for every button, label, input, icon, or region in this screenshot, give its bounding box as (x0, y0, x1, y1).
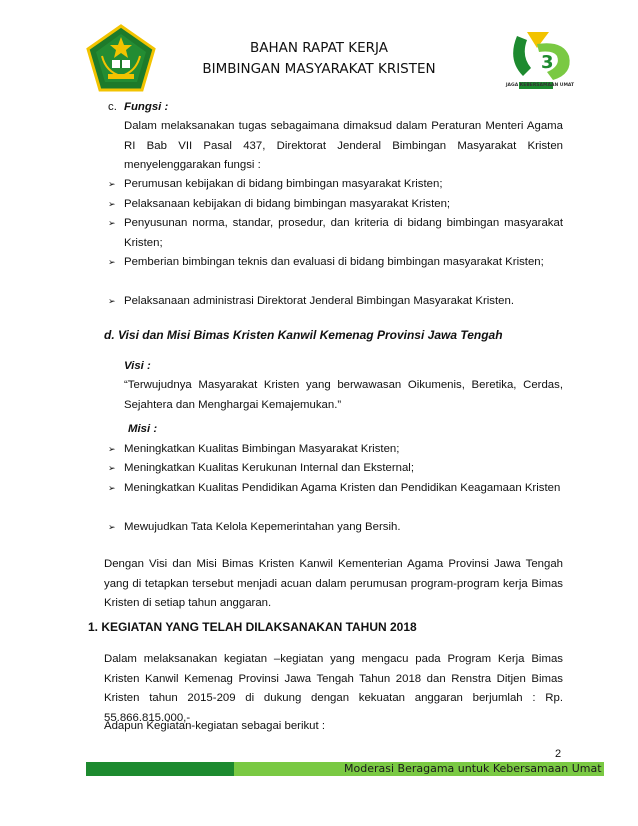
footer-tagline: Moderasi Beragama untuk Kebersamaan Umat (344, 762, 602, 775)
page-number: 2 (555, 748, 562, 760)
section-c-intro: Dalam melaksanakan tugas sebagaimana dimaksud dalam Peraturan Menteri Agama RI Bab VII Pasal 437, Direktorat Jenderal Bimbingan Masyarakat Kristen menyelenggarakan fungsi : (124, 120, 563, 171)
visi-text: “Terwujudnya Masyarakat Kristen yang berwawasan Oikumenis, Beretika, Cerdas, Sejahtera dan Menghargai Kemajemukan.” (124, 379, 563, 411)
misi-item: ➢ Meningkatkan Kualitas Bimbingan Masyarakat Kristen; (108, 440, 563, 460)
arrow-bullet-icon: ➢ (108, 483, 116, 493)
fungsi-item: ➢ Perumusan kebijakan di bidang bimbingan masyarakat Kristen; (108, 175, 563, 195)
arrow-bullet-icon: ➢ (108, 218, 116, 228)
arrow-bullet-icon: ➢ (108, 257, 116, 267)
kemenag-logo (86, 24, 156, 92)
anniversary-logo-caption: JAGA KEBERSAMAAN UMAT (505, 83, 575, 88)
misi-item: ➢ Meningkatkan Kualitas Pendidikan Agama Kristen dan Pendidikan Keagamaan Kristen (108, 479, 563, 499)
arrow-bullet-icon: ➢ (108, 463, 116, 473)
svg-text:3: 3 (541, 52, 554, 73)
fungsi-item: ➢ Pelaksanaan administrasi Direktorat Jenderal Bimbingan Masyarakat Kristen. (108, 292, 563, 312)
section-c-title: Fungsi : (124, 101, 169, 113)
arrow-bullet-icon: ➢ (108, 444, 116, 454)
section-1-paragraph-2: Adapun Kegiatan-kegiatan sebagai berikut : (104, 720, 326, 732)
arrow-bullet-icon: ➢ (108, 199, 116, 209)
visi-label: Visi : (124, 360, 151, 372)
section-d-closing: Dengan Visi dan Misi Bimas Kristen Kanwil Kementerian Agama Provinsi Jawa Tengah yang di tetapkan tersebut menjadi acuan dalam perumusan program-program kerja Bimas Kristen di setiap tahun anggaran. (104, 558, 563, 609)
fungsi-item: ➢ Penyusunan norma, standar, prosedur, dan kriteria di bidang bimbingan masyarakat Kristen; (108, 214, 563, 253)
section-c-label: c. (108, 101, 117, 113)
arrow-bullet-icon: ➢ (108, 522, 116, 532)
misi-label: Misi : (128, 423, 158, 435)
fungsi-item: ➢ Pemberian bimbingan teknis dan evaluasi di bidang bimbingan masyarakat Kristen; (108, 253, 563, 273)
header-title-line1: BAHAN RAPAT KERJA (249, 40, 389, 56)
section-1-title: 1. KEGIATAN YANG TELAH DILAKSANAKAN TAHUN 2018 (88, 620, 417, 634)
footer-bar-dark (86, 762, 234, 776)
arrow-bullet-icon: ➢ (108, 179, 116, 189)
anniversary-logo (497, 26, 583, 92)
misi-item: ➢ Mewujudkan Tata Kelola Kepemerintahan yang Bersih. (108, 518, 563, 538)
header-title-line2: BIMBINGAN MASYARAKAT KRISTEN (202, 61, 436, 77)
misi-item: ➢ Meningkatkan Kualitas Kerukunan Internal dan Eksternal; (108, 459, 563, 479)
arrow-bullet-icon: ➢ (108, 296, 116, 306)
section-1-paragraph: Dalam melaksanakan kegiatan –kegiatan yang mengacu pada Program Kerja Bimas Kristen Kanwil Kemenag Provinsi Jawa Tengah Tahun 2018 dan Renstra Ditjen Bimas Kristen tahun 2015-209 di dukung dengan kekuatan anggaran berjumlah : Rp. 55.866.815.000,- (104, 653, 563, 724)
fungsi-item: ➢ Pelaksanaan kebijakan di bidang bimbingan masyarakat Kristen; (108, 195, 563, 215)
section-d-title: d. Visi dan Misi Bimas Kristen Kanwil Kemenag Provinsi Jawa Tengah (104, 328, 503, 342)
